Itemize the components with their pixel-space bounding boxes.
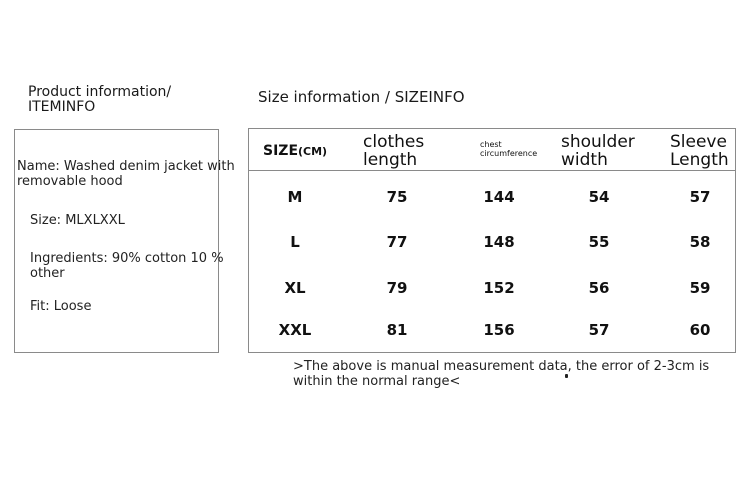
cell-chest: 152 xyxy=(483,279,515,297)
cell-clothes-length: 81 xyxy=(386,321,408,339)
cell-clothes-length: 79 xyxy=(386,279,408,297)
cell-sleeve: 58 xyxy=(689,233,711,251)
header-clothes-length: clothes length xyxy=(363,132,425,170)
size-info-title: Size information / SIZEINFO xyxy=(258,88,465,106)
cell-clothes-length: 75 xyxy=(386,188,408,206)
product-name: Name: Washed denim jacket with removable hood xyxy=(17,159,235,189)
cell-sleeve: 60 xyxy=(689,321,711,339)
product-fit: Fit: Loose xyxy=(30,299,92,314)
cell-clothes-length: 77 xyxy=(386,233,408,251)
header-size-label: SIZE xyxy=(263,143,299,159)
cell-shoulder: 55 xyxy=(588,233,610,251)
dot-mark xyxy=(565,374,568,378)
cell-shoulder: 54 xyxy=(588,188,610,206)
header-size xyxy=(263,143,327,159)
header-chest: chest circumference xyxy=(480,140,538,158)
cell-chest: 144 xyxy=(483,188,515,206)
cell-shoulder: 56 xyxy=(588,279,610,297)
product-size: Size: MLXLXXL xyxy=(30,213,125,228)
product-info-title: Product information/ ITEMINFO xyxy=(28,84,172,115)
header-sleeve-length: Sleeve Length xyxy=(670,132,729,170)
cell-sleeve: 59 xyxy=(689,279,711,297)
header-size-unit: (CM) xyxy=(298,145,328,158)
cell-size: L xyxy=(290,233,300,251)
header-divider xyxy=(249,170,735,171)
product-info-box xyxy=(14,129,235,353)
cell-size: XXL xyxy=(278,321,312,339)
product-ingredients: Ingredients: 90% cotton 10 % other xyxy=(30,251,224,281)
header-shoulder-width: shoulder width xyxy=(561,132,635,170)
cell-size: M xyxy=(287,188,303,206)
cell-chest: 156 xyxy=(483,321,515,339)
cell-chest: 148 xyxy=(483,233,515,251)
cell-size: XL xyxy=(284,279,306,297)
size-table xyxy=(248,128,736,353)
cell-sleeve: 57 xyxy=(689,188,711,206)
measurement-note: >The above is manual measurement data, the error of 2-3cm is within the normal range< xyxy=(293,359,710,389)
cell-shoulder: 57 xyxy=(588,321,610,339)
